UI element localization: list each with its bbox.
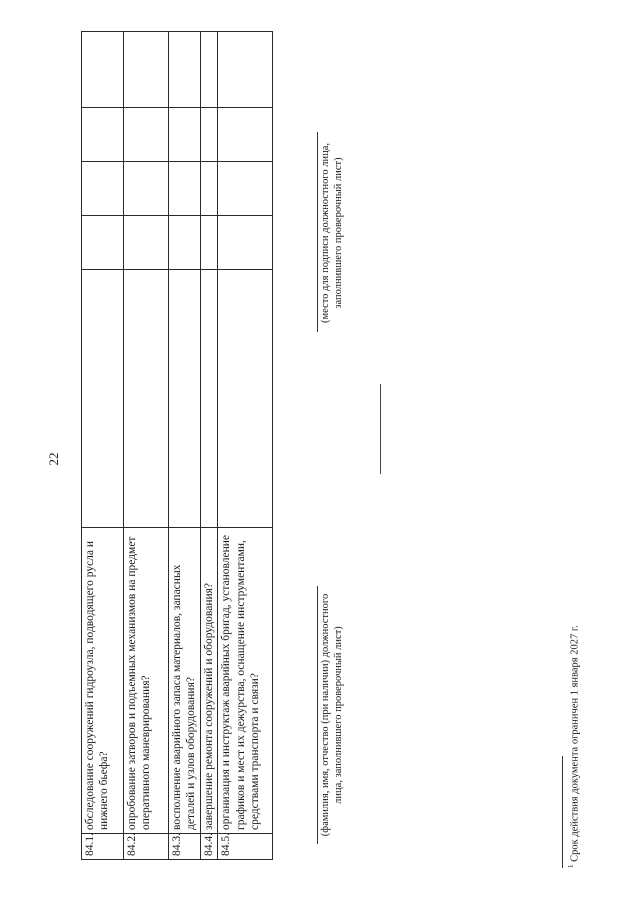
footnote [567, 625, 581, 868]
table-row [201, 32, 218, 860]
table-row [82, 32, 124, 860]
item-reference [201, 270, 218, 528]
item-reference [169, 270, 201, 528]
footnote-marker: 1 [567, 864, 575, 868]
answer-no-cell [169, 162, 201, 216]
note-cell [124, 32, 169, 108]
note-cell [218, 32, 273, 108]
place-signature-line [317, 132, 318, 332]
table-row [169, 32, 201, 860]
item-reference [218, 270, 273, 528]
table-row [218, 32, 273, 860]
answer-na-cell [169, 108, 201, 162]
answer-na-cell [124, 108, 169, 162]
item-question: восполнение аварийного запаса материалов, запасных деталей и узлов оборудования? [169, 528, 201, 834]
mid-separator-line [380, 384, 381, 474]
answer-no-cell [124, 162, 169, 216]
answer-no-cell [218, 162, 273, 216]
item-question: организация и инструктаж аварийных бригад, установление графиков и мест их дежурства, оснащение инструментами, средствами транспорта и связи? [218, 528, 273, 834]
item-number: 84.2. [124, 834, 169, 860]
answer-no-cell [82, 162, 124, 216]
answer-yes-cell [218, 216, 273, 270]
answer-na-cell [82, 108, 124, 162]
answer-no-cell [201, 162, 218, 216]
answer-na-cell [218, 108, 273, 162]
note-cell [82, 32, 124, 108]
item-number: 84.4. [201, 834, 218, 860]
checklist-table [81, 31, 273, 860]
page-number: 22 [46, 452, 61, 466]
item-number: 84.5. [218, 834, 273, 860]
note-cell [169, 32, 201, 108]
footnote-rule [562, 756, 563, 868]
item-reference [124, 270, 169, 528]
item-question: завершение ремонта сооружений и оборудования? [201, 528, 218, 834]
answer-na-cell [201, 108, 218, 162]
item-question: опробование затворов и подъемных механизмов на предмет оперативного маневрирования? [124, 528, 169, 834]
answer-yes-cell [124, 216, 169, 270]
answer-yes-cell [82, 216, 124, 270]
sign-caption: (место для подписи должностного лица, заполнившего проверочный лист) [320, 142, 345, 324]
rotated-sheet [16, 30, 594, 888]
name-caption: (фамилия, имя, отчество (при наличии) должностного лица, заполнившего проверочный лист) [320, 593, 345, 837]
item-reference [82, 270, 124, 528]
name-signature-line [317, 586, 318, 844]
answer-yes-cell [201, 216, 218, 270]
table-row [124, 32, 169, 860]
item-number: 84.1. [82, 834, 124, 860]
footnote-text: Срок действия документа ограничен 1 января 2027 г. [569, 625, 581, 862]
note-cell [201, 32, 218, 108]
answer-yes-cell [169, 216, 201, 270]
item-question: обследование сооружений гидроузла, подводящего русла и нижнего бьефа? [82, 528, 124, 834]
item-number: 84.3. [169, 834, 201, 860]
